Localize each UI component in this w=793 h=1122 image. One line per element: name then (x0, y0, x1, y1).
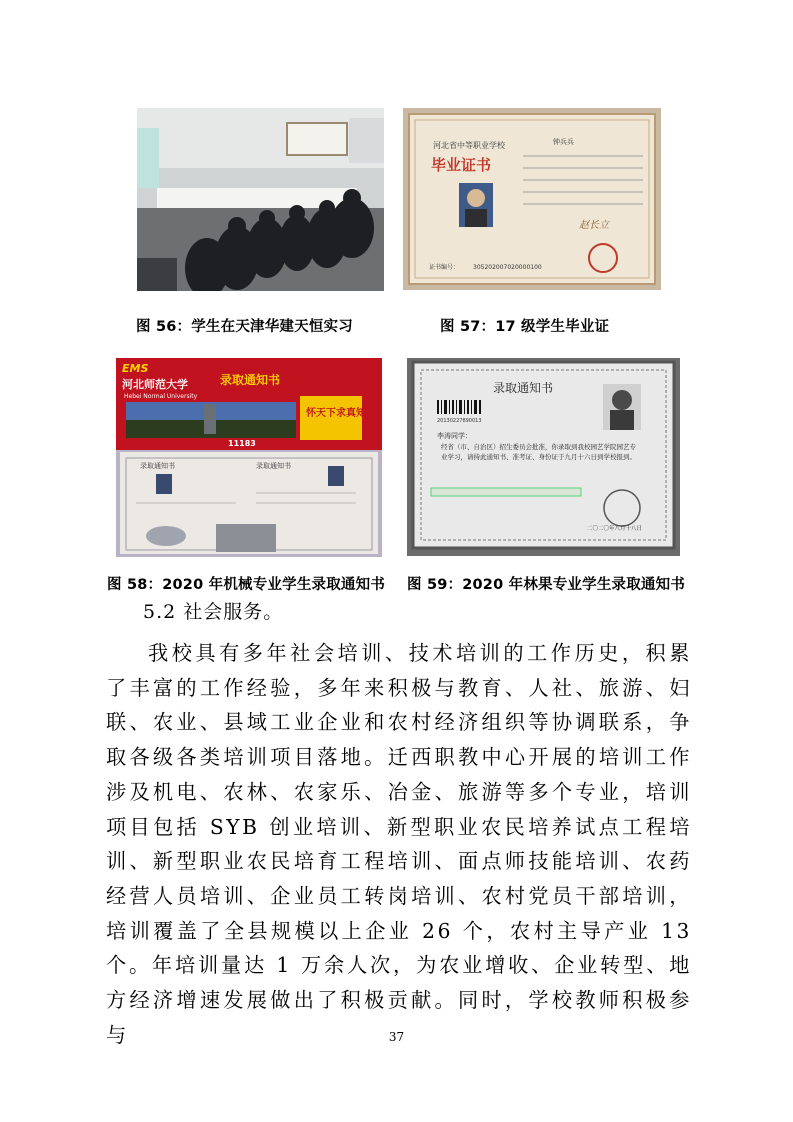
notice-university-cn: 河北师范大学 (122, 378, 188, 391)
certificate-title: 毕业证书 (431, 156, 492, 174)
figure-59-photo (407, 358, 680, 556)
figure-56-caption: 图 56：学生在天津华建天恒实习 (136, 319, 353, 335)
certificate-sign: 赵长立 (579, 220, 609, 231)
notice-university-en: Hebei Normal University (124, 393, 198, 400)
figure-57-caption: 图 57：17 级学生毕业证 (440, 319, 610, 335)
notice59-greeting: 李涛同学： (437, 432, 472, 440)
notice-ems-logo: EMS (122, 362, 149, 375)
page-number: 37 (388, 1030, 405, 1044)
notice-slogan: 怀天下求真知 (306, 408, 366, 419)
notice-inner-title-right: 录取通知书 (256, 462, 291, 470)
notice59-code: 20130227890013 (437, 418, 482, 424)
certificate-school: 河北省中等职业学校 (433, 141, 505, 150)
figure-57-photo (403, 108, 661, 290)
notice-number: 11183 (228, 439, 256, 448)
notice59-title: 录取通知书 (493, 381, 554, 395)
notice-inner-title-left: 录取通知书 (140, 462, 175, 470)
certificate-no: 305202007020000100 (473, 264, 542, 271)
figure-56-photo (137, 108, 384, 291)
certificate-student-name: 钟兵兵 (553, 138, 574, 146)
notice59-date: 二〇二〇年八月十八日 (587, 526, 643, 532)
body-paragraph: 我校具有多年社会培训、技术培训的工作历史，积累了丰富的工作经验，多年来积极与教育、人社、旅游、妇联、农业、县域工业企业和农村经济组织等协调联系，争取各级各类培训项目落地。迁西职教中心开展的培训工作涉及机电、农林、农家乐、冶金、旅游等多个专业，培训项目包括 SYB 创业培训、新型职业农民培养试点工程培训、新型职业农民培育工程培训、面点师技能培训、农药经营人员培训、企业员工转岗培训、农村党员干部培训，培训覆盖了全县规模以上企业 26 个，农村主导产业 13 个。年培训量达 1 万余人次，为农业增收、企业转型、地方经济增速发展做出了积极贡献。同时，学校教师积极参与 (106, 641, 692, 1047)
notice-title: 录取通知书 (220, 373, 281, 387)
figure-59-caption: 图 59：2020 年林果专业学生录取通知书 (407, 577, 686, 593)
figure-58-photo (116, 358, 382, 557)
figure-58-caption: 图 58：2020 年机械专业学生录取通知书 (107, 577, 386, 593)
certificate-no-label: 证书编号： (429, 264, 460, 271)
notice59-body: 经省（市、自治区）招生委员会批准，你录取到我校园艺学院园艺专业学习，请持此通知书、准考证、身份证于九月十六日到学校报到。 (441, 443, 636, 461)
section-heading: 5.2 社会服务。 (143, 601, 284, 623)
